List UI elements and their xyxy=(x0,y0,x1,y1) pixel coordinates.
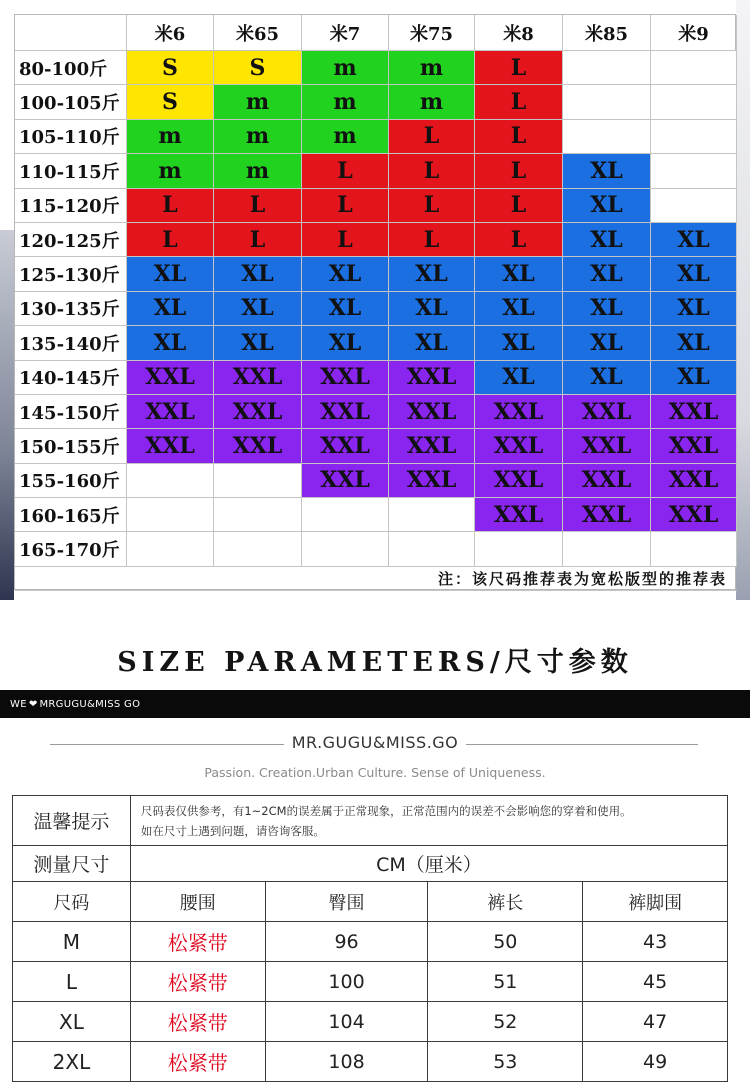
brand-name-wrap xyxy=(0,733,750,752)
size-cell: XL xyxy=(475,292,563,326)
size-cell xyxy=(127,532,214,566)
left-shade-decoration xyxy=(0,230,14,600)
size-cell: L xyxy=(127,189,214,223)
tip-line-1: 尺码表仅供参考，有1~2CM的误差属于正常现象，正常范围内的误差不会影响您的穿着和使用。 xyxy=(140,803,632,818)
size-cell: XL xyxy=(13,1002,131,1042)
size-parameters-table xyxy=(12,795,728,1082)
size-cell: L xyxy=(389,223,475,257)
size-cell xyxy=(563,51,651,85)
size-cell xyxy=(127,498,214,532)
size-cell: XXL xyxy=(127,395,214,429)
hip-cell: 96 xyxy=(265,922,428,962)
size-cell: L xyxy=(214,223,302,257)
size-cell xyxy=(127,464,214,498)
tip-line-2: 如在尺寸上遇到问题，请咨询客服。 xyxy=(140,823,325,838)
weight-label: 130-135斤 xyxy=(15,292,127,326)
size-cell: L xyxy=(214,189,302,223)
size-cell: XL xyxy=(651,257,737,291)
header-height-4: 米75 xyxy=(389,15,475,51)
hip-cell: 104 xyxy=(265,1002,428,1042)
length-cell: 52 xyxy=(428,1002,583,1042)
size-cell: XL xyxy=(651,361,737,395)
weight-label: 160-165斤 xyxy=(15,498,127,532)
size-cell xyxy=(651,51,737,85)
table-row xyxy=(13,1002,728,1042)
size-cell: L xyxy=(475,85,563,119)
brand-tagline: Passion. Creation.Urban Culture. Sense of Uniqueness. xyxy=(204,765,546,780)
header-height-1: 米6 xyxy=(127,15,214,51)
header-height-3: 米7 xyxy=(302,15,389,51)
size-cell: XXL xyxy=(214,429,302,463)
length-cell: 51 xyxy=(428,962,583,1002)
tip-label: 温馨提示 xyxy=(13,796,131,846)
header-height-5: 米8 xyxy=(475,15,563,51)
size-cell: m xyxy=(214,154,302,188)
size-cell: XXL xyxy=(214,361,302,395)
col-header-length: 裤长 xyxy=(428,882,583,922)
size-cell xyxy=(651,120,737,154)
tip-row xyxy=(13,796,728,846)
size-cell xyxy=(651,189,737,223)
size-cell xyxy=(214,498,302,532)
size-cell: XXL xyxy=(389,464,475,498)
weight-label: 100-105斤 xyxy=(15,85,127,119)
size-cell: XL xyxy=(302,292,389,326)
measure-label: 测量尺寸 xyxy=(13,846,131,882)
size-cell: XXL xyxy=(127,361,214,395)
size-cell: XL xyxy=(475,257,563,291)
weight-label: 135-140斤 xyxy=(15,326,127,360)
size-cell: XL xyxy=(214,292,302,326)
size-cell xyxy=(302,532,389,566)
size-cell xyxy=(214,532,302,566)
col-header-hem: 裤脚围 xyxy=(583,882,728,922)
size-cell: L xyxy=(475,223,563,257)
weight-label: 145-150斤 xyxy=(15,395,127,429)
col-header-hip: 臀围 xyxy=(265,882,428,922)
size-cell: L xyxy=(302,189,389,223)
size-cell: XL xyxy=(563,154,651,188)
size-cell: XXL xyxy=(302,395,389,429)
size-cell: m xyxy=(214,120,302,154)
size-cell: XL xyxy=(127,292,214,326)
chart-note: 注：该尺码推荐表为宽松版型的推荐表 xyxy=(15,567,737,591)
size-cell: XL xyxy=(651,292,737,326)
brand-bar-prefix: WE xyxy=(10,698,27,710)
table-row xyxy=(13,922,728,962)
size-cell: XXL xyxy=(563,429,651,463)
tip-text xyxy=(130,796,727,846)
weight-label: 80-100斤 xyxy=(15,51,127,85)
size-cell: 2XL xyxy=(13,1042,131,1082)
size-cell: m xyxy=(302,85,389,119)
size-cell: XXL xyxy=(651,429,737,463)
size-cell: XXL xyxy=(475,464,563,498)
size-cell: S xyxy=(214,51,302,85)
size-cell xyxy=(563,532,651,566)
size-cell: XL xyxy=(563,189,651,223)
size-cell: XXL xyxy=(389,395,475,429)
size-cell: m xyxy=(389,51,475,85)
size-cell: XXL xyxy=(302,429,389,463)
size-cell: XXL xyxy=(302,361,389,395)
size-cell: m xyxy=(302,51,389,85)
col-header-size: 尺码 xyxy=(13,882,131,922)
size-cell xyxy=(563,120,651,154)
size-cell: XXL xyxy=(475,498,563,532)
weight-label: 115-120斤 xyxy=(15,189,127,223)
size-cell: XXL xyxy=(389,361,475,395)
hip-cell: 100 xyxy=(265,962,428,1002)
size-cell: m xyxy=(214,85,302,119)
weight-label: 155-160斤 xyxy=(15,464,127,498)
size-cell: XL xyxy=(302,257,389,291)
waist-cell: 松紧带 xyxy=(130,1042,265,1082)
hem-cell: 47 xyxy=(583,1002,728,1042)
size-cell: XXL xyxy=(651,395,737,429)
size-cell: XXL xyxy=(475,429,563,463)
length-cell: 50 xyxy=(428,922,583,962)
size-cell: XL xyxy=(475,361,563,395)
size-cell: S xyxy=(127,85,214,119)
column-header-row xyxy=(13,882,728,922)
size-cell: XL xyxy=(389,326,475,360)
size-cell: XXL xyxy=(214,395,302,429)
size-cell: XL xyxy=(563,292,651,326)
size-cell: XXL xyxy=(651,498,737,532)
size-cell: L xyxy=(389,189,475,223)
size-cell: m xyxy=(302,120,389,154)
size-cell xyxy=(389,498,475,532)
measure-row xyxy=(13,846,728,882)
header-corner xyxy=(15,15,127,51)
size-cell: S xyxy=(127,51,214,85)
heart-icon: ❤ xyxy=(28,698,38,710)
size-cell: XXL xyxy=(651,464,737,498)
size-cell: XL xyxy=(127,257,214,291)
size-cell: XL xyxy=(563,361,651,395)
size-recommendation-chart xyxy=(14,14,736,590)
size-cell: XXL xyxy=(302,464,389,498)
size-cell xyxy=(651,532,737,566)
size-cell: XXL xyxy=(563,395,651,429)
length-cell: 53 xyxy=(428,1042,583,1082)
size-cell: L xyxy=(302,223,389,257)
size-cell xyxy=(563,85,651,119)
table-row xyxy=(13,962,728,1002)
size-cell: XXL xyxy=(475,395,563,429)
weight-label: 140-145斤 xyxy=(15,361,127,395)
size-cell: XL xyxy=(651,326,737,360)
size-cell: L xyxy=(13,962,131,1002)
size-cell: XL xyxy=(563,223,651,257)
size-cell: XXL xyxy=(127,429,214,463)
weight-label: 150-155斤 xyxy=(15,429,127,463)
size-cell: m xyxy=(127,154,214,188)
col-header-waist: 腰围 xyxy=(130,882,265,922)
size-cell xyxy=(214,464,302,498)
size-cell: L xyxy=(475,51,563,85)
unit-label: CM（厘米） xyxy=(130,846,727,882)
size-cell: XXL xyxy=(563,498,651,532)
size-cell: L xyxy=(389,154,475,188)
size-cell: XL xyxy=(563,257,651,291)
weight-label: 165-170斤 xyxy=(15,532,127,566)
size-cell: XL xyxy=(389,257,475,291)
size-cell: M xyxy=(13,922,131,962)
header-height-7: 米9 xyxy=(651,15,737,51)
size-cell: XL xyxy=(651,223,737,257)
size-cell: L xyxy=(475,189,563,223)
size-cell: XXL xyxy=(389,429,475,463)
size-cell xyxy=(475,532,563,566)
size-cell: L xyxy=(475,154,563,188)
size-cell: XL xyxy=(214,326,302,360)
hem-cell: 45 xyxy=(583,962,728,1002)
weight-label: 105-110斤 xyxy=(15,120,127,154)
weight-label: 125-130斤 xyxy=(15,257,127,291)
brand-bar xyxy=(0,690,750,718)
hip-cell: 108 xyxy=(265,1042,428,1082)
weight-label: 120-125斤 xyxy=(15,223,127,257)
size-cell xyxy=(651,85,737,119)
size-cell: XL xyxy=(302,326,389,360)
size-cell xyxy=(651,154,737,188)
size-cell: L xyxy=(475,120,563,154)
size-cell xyxy=(389,532,475,566)
weight-label: 110-115斤 xyxy=(15,154,127,188)
table-row xyxy=(13,1042,728,1082)
size-cell: L xyxy=(389,120,475,154)
size-cell: XXL xyxy=(563,464,651,498)
size-cell: L xyxy=(127,223,214,257)
size-cell: XL xyxy=(475,326,563,360)
waist-cell: 松紧带 xyxy=(130,922,265,962)
size-parameters-title: SIZE PARAMETERS/尺寸参数 xyxy=(117,647,633,678)
size-cell: m xyxy=(127,120,214,154)
waist-cell: 松紧带 xyxy=(130,962,265,1002)
hem-cell: 49 xyxy=(583,1042,728,1082)
brand-bar-suffix: MRGUGU&MISS GO xyxy=(39,698,141,710)
size-cell: XL xyxy=(563,326,651,360)
header-height-2: 米65 xyxy=(214,15,302,51)
size-cell: m xyxy=(389,85,475,119)
size-cell xyxy=(302,498,389,532)
header-height-6: 米85 xyxy=(563,15,651,51)
size-cell: XL xyxy=(214,257,302,291)
right-shade-decoration xyxy=(736,0,750,600)
size-cell: XL xyxy=(389,292,475,326)
hem-cell: 43 xyxy=(583,922,728,962)
size-cell: XL xyxy=(127,326,214,360)
size-cell: L xyxy=(302,154,389,188)
waist-cell: 松紧带 xyxy=(130,1002,265,1042)
brand-name: MR.GUGU&MISS.GO xyxy=(284,733,467,752)
